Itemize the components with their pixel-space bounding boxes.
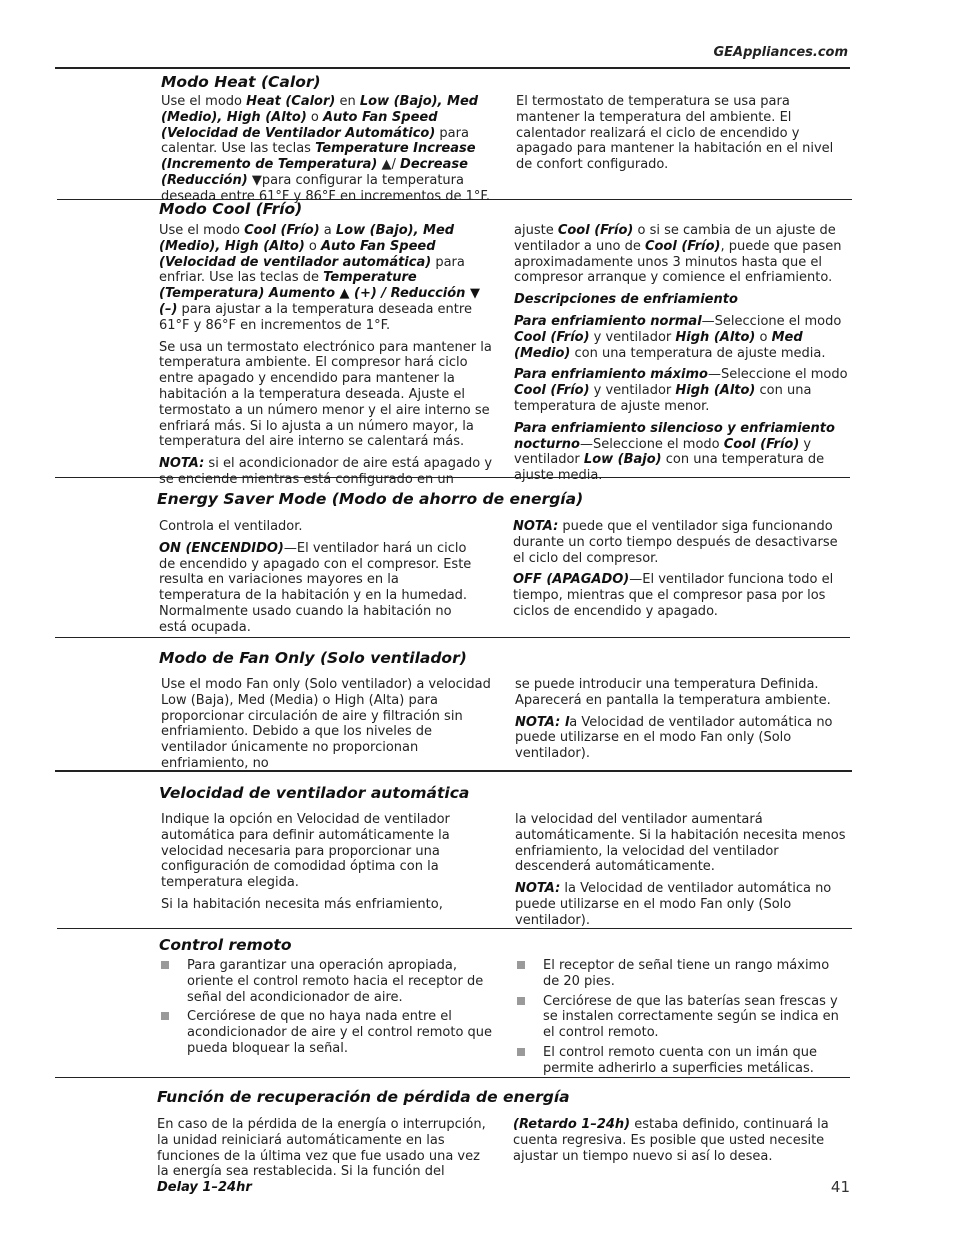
bullet-item: Para garantizar una operación apropiada, oriente el control remoto hacia el receptor de señal del acondicionador de aire. [159,958,499,1005]
section-title-cool: Modo Cool (Frío) [159,200,303,218]
bullet-item: El receptor de señal tiene un rango máximo de 20 pies. [515,958,845,990]
section-title-heat: Modo Heat (Calor) [161,73,321,91]
paragraph: ajuste Cool (Frío) o si se cambia de un ajuste de ventilador a uno de Cool (Frío), puede que pasen aproximadamente unos 3 minutos hasta que el compresor arranque y comience el enfriamiento. [514,223,842,286]
section-title-energy-saver: Energy Saver Mode (Modo de ahorro de energía) [157,490,584,508]
paragraph: la velocidad del ventilador aumentará automáticamente. Si la habitación necesita menos enfriamiento, la velocidad del ventilador descenderá automáticamente. [515,812,846,875]
paragraph: Use el modo Heat (Calor) en Low (Bajo), Med (Medio), High (Alto) o Auto Fan Speed (Velocidad de Ventilador Automático) para calentar. Use las teclas Temperature Increase (Incremento de Temperatura) ▲/ Decrease (Reducción) ▼para configurar la temperatura deseada entre 61°F y 86°F en incrementos de 1°F. [161,94,490,204]
auto-fan-left-column [161,812,461,919]
paragraph: NOTA: la Velocidad de ventilador automática no puede utilizarse en el modo Fan only (Solo ventilador). [515,714,833,762]
bullet-item: Cerciórese de que no haya nada entre el acondicionador de aire y el control remoto que pueda bloquear la señal. [159,1009,499,1056]
heat-right-column [516,94,846,179]
paragraph: se puede introducir una temperatura Definida. Aparecerá en pantalla la temperatura ambiente. [515,677,831,708]
bullet-item: Cerciórese de que las baterías sean frescas y se instalen correctamente según se indica en el control remoto. [515,994,845,1041]
paragraph: El termostato de temperatura se usa para mantener la temperatura del ambiente. El calentador realizará el ciclo de encendido y apagado para mantener la habitación en el nivel de confort configurado. [516,94,834,173]
paragraph: En caso de la pérdida de la energía o interrupción, la unidad reiniciará automáticamente en las funciones de la última vez que fue usado una vez la energía sea restablecida. Si la función del Delay 1–24hr [157,1117,486,1196]
remote-right-bullets [515,958,845,1081]
paragraph: Se usa un termostato electrónico para mantener la temperatura ambiente. El compresor hará ciclo entre apagado y encendido para mantener la habitación a la temperatura deseada. Ajuste el termostato a un número menor y el aire interno se enfriará más. Si lo ajusta a un número mayor, la temperatura del aire interno se calentará más. [159,339,492,450]
paragraph: ON (ENCENDIDO)—El ventilador hará un ciclo de encendido y apagado con el compresor. Este resulta en variaciones mayores en la temperatura de la habitación y en la humedad. Normalmente usado cuando la habitación no está ocupada. [159,540,472,635]
energy-left-column [159,519,479,642]
bullet-square-icon [161,1012,169,1020]
paragraph: (Retardo 1–24h) estaba definido, continuará la cuenta regresiva. Es posible que usted necesite ajustar un tiempo nuevo si así lo desea. [513,1117,829,1164]
paragraph: NOTA: puede que el ventilador siga funcionando durante un corto tiempo después de desactivarse el ciclo del compresor. [513,519,838,566]
fan-only-right-column [515,677,853,768]
energy-right-column [513,519,843,626]
section-title-fan-only: Modo de Fan Only (Solo ventilador) [159,649,467,667]
fan-only-left-column [161,677,491,778]
power-left-column [157,1117,487,1202]
section-title-auto-fan: Velocidad de ventilador automática [159,784,470,802]
bullet-square-icon [517,961,525,969]
paragraph: Para enfriamiento silencioso y enfriamiento nocturno—Seleccione el modo Cool (Frío) y ventilador Low (Bajo) con una temperatura de ajuste media. [514,420,835,484]
cool-right-column [514,223,854,490]
paragraph: Descripciones de enfriamiento [514,292,738,308]
divider [55,67,850,69]
paragraph: NOTA: si el acondicionador de aire está apagado y se enciende mientras está configurado en un [159,456,493,487]
site-url[interactable]: GEAppliances.com [713,45,848,60]
paragraph: NOTA: la Velocidad de ventilador automática no puede utilizarse en el modo Fan only (Solo ventilador). [515,881,832,928]
paragraph: Si la habitación necesita más enfriamiento, [161,896,443,912]
paragraph: Indique la opción en Velocidad de ventilador automática para definir automáticamente la velocidad necesaria para proporcionar una configuración de comodidad óptima con la temperatura elegida. [161,812,450,891]
section-title-remote: Control remoto [159,936,292,954]
page-number: 41 [830,1178,850,1196]
paragraph: Use el modo Cool (Frío) a Low (Bajo), Med (Medio), High (Alto) o Auto Fan Speed (Velocidad de ventilador automática) para enfriar. Use las teclas de Temperature (Temperatura) Aumento ▲ (+) / Reducción ▼ (–) para ajustar a la temperatura deseada entre 61°F y 86°F en incrementos de 1°F. [159,223,480,333]
paragraph: Para enfriamiento normal—Seleccione el modo Cool (Frío) y ventilador High (Alto) o Med (Medio) con una temperatura de ajuste media. [514,313,842,361]
power-right-column [513,1117,848,1170]
paragraph: Controla el ventilador. [159,519,303,534]
bullet-square-icon [161,961,169,969]
remote-left-bullets [159,958,499,1061]
paragraph: Para enfriamiento máximo—Seleccione el modo Cool (Frío) y ventilador High (Alto) con una temperatura de ajuste menor. [514,367,848,414]
paragraph: Use el modo Fan only (Solo ventilador) a velocidad Low (Baja), Med (Media) o High (Alta) para proporcionar circulación de aire y filtración sin enfriamiento. Debido a que los niveles de ventilador únicamente no proporcionan enfriamiento, no [161,677,491,771]
section-title-power-recovery: Función de recuperación de pérdida de energía [157,1088,570,1106]
bullet-square-icon [517,1048,525,1056]
cool-left-column [159,223,497,494]
bullet-square-icon [517,997,525,1005]
auto-fan-right-column [515,812,853,935]
heat-left-column [161,94,506,211]
bullet-item: El control remoto cuenta con un imán que permite adherirlo a superficies metálicas. [515,1045,845,1077]
paragraph: OFF (APAGADO)—El ventilador funciona todo el tiempo, mientras que el compresor pasa por los ciclos de encendido y apagado. [513,572,834,619]
